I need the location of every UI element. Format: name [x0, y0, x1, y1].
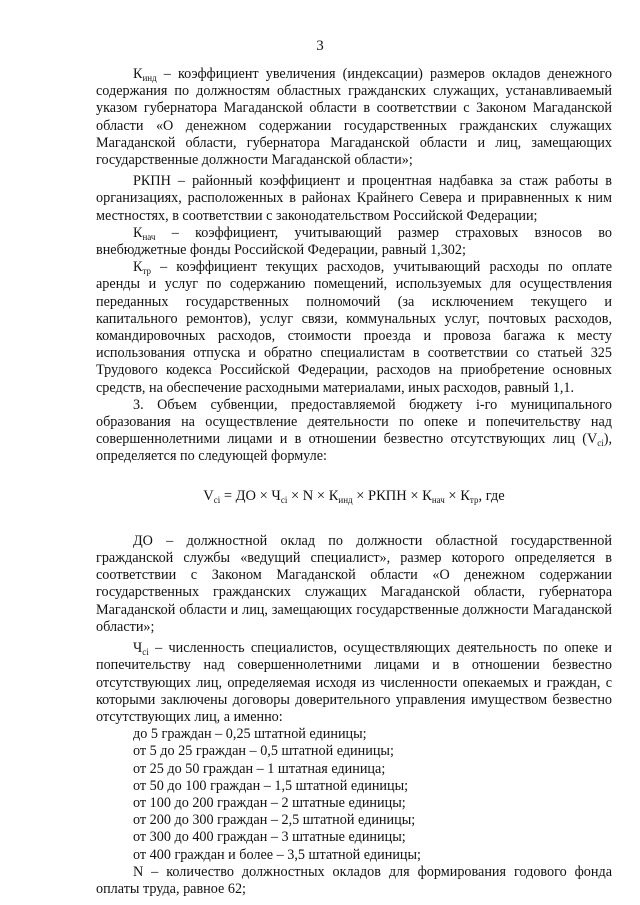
list-item: от 5 до 25 граждан – 0,5 штатной единицы; — [133, 743, 394, 760]
page-number: 3 — [316, 38, 324, 54]
list-item: от 25 до 50 граждан – 1 штатная единица; — [133, 760, 386, 777]
subvention-formula: $V_{ci}$ = ДО × $Ч_{ci} \times N \times К_{инд}$ × РКПН × $К_{нач} \times К_{тр}$, где — [203, 487, 505, 505]
list-item: от 200 до 300 граждан – 2,5 штатной единицы; — [133, 812, 416, 829]
paragraph-k-tr: $К_{тр}$ – коэффициент текущих расходов, учитывающий расходы по оплате аренды и услуг по содержанию помещений, используемых для осуществления переданных государственных полномочий (за исключением текущего и капитального ремонтов), услуг связи, коммунальных услуг, почтовых расходов, командировочных расходов, стоимости проезда и провоза багажа к месту использования отпуска и обратно специалистам в соответствии со статьей 325 Трудового кодекса Российской Федерации, расходов на приобретение основных средств, на обеспечение расходными материалами, иных расходов, равный 1,1. — [96, 259, 613, 396]
paragraph-ch: $Ч_{ci}$ – численность специалистов, осуществляющих деятельность по опеке и попечительству над совершеннолетними лицами и в отношении безвестно отсутствующих лиц, определяемая исходя из численности опекаемых и граждан, с которыми заключены договоры доверительного управления имуществом безвестно отсутствующих лиц, а именно: — [96, 640, 612, 725]
list-item: от 100 до 200 граждан – 2 штатные единицы; — [133, 794, 406, 811]
paragraph-rkpn: РКПН – районный коэффициент и процентная надбавка за стаж работы в организациях, расположенных в районах Крайнего Севера и приравненных к ним местностях, в соответствии с законодательством Российской Федерации; — [96, 173, 612, 224]
paragraph-n: N – количество должностных окладов для формирования годового фонда оплаты труда, равное 62; — [96, 863, 612, 897]
list-item: до 5 граждан – 0,25 штатной единицы; — [133, 726, 367, 743]
list-item: от 50 до 100 граждан – 1,5 штатной единицы; — [133, 777, 409, 794]
paragraph-k-ind: $К_{инд}$ – коэффициент увеличения (индексации) размеров окладов денежного содержания по должностям областных гражданских служащих, устанавливаемый указом губернатора Магаданской области в соответствии с Законом Магаданской области «О денежном содержании государственных гражданских служащих Магаданской области, губернатора Магаданской области и лиц, замещающих государственные должности Магаданской области»; — [96, 66, 612, 169]
document-body — [96, 66, 612, 898]
paragraph-k-nach: $К_{нач}$ – коэффициент, учитывающий размер страховых взносов во внебюджетные фонды Российской Федерации, равный 1,302; — [96, 224, 612, 259]
paragraph-do: ДО – должностной оклад по должности областной государственной гражданской службы «ведущий специалист», размер которого определяется в соответствии с Законом Магаданской области «О денежном содержании государственных гражданских служащих Магаданской области, губернатора Магаданской области и лиц, замещающих государственные должности Магаданской области»; — [96, 532, 612, 635]
list-item: от 400 граждан и более – 3,5 штатной единицы; — [133, 846, 421, 863]
paragraph-subvention-volume: 3. Объем субвенции, предоставляемой бюджету i-го муниципального образования на осуществление деятельности по опеке и попечительству над совершеннолетними лицами и в отношении безвестно отсутствующих лиц $(V_{ci})$, определяется по следующей формуле: — [96, 396, 612, 465]
list-item: от 300 до 400 граждан – 3 штатные единицы; — [133, 829, 406, 846]
